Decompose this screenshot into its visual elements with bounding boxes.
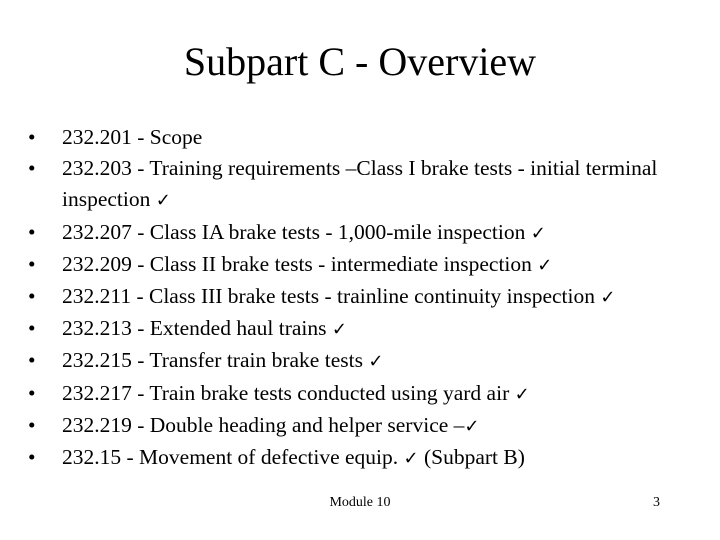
checkmark-icon: ✓ (155, 190, 171, 212)
list-item (28, 153, 708, 216)
item-text: 232.201 - Scope (62, 125, 203, 149)
footer-module-label: Module 10 (329, 495, 391, 510)
bullet-icon: • (28, 380, 36, 405)
item-text: 232.207 - Class IA brake tests - 1,000-mile inspection (62, 219, 531, 244)
item-text: 232.211 - Class III brake tests - trainline continuity inspection (62, 284, 601, 309)
list-item (28, 410, 708, 442)
checkmark-icon: ✓ (403, 448, 419, 470)
item-suffix: (Subpart B) (418, 445, 525, 470)
bullet-icon: • (28, 316, 36, 341)
slide-title: Subpart C - Overview (183, 39, 537, 84)
bullet-icon: • (28, 156, 36, 181)
bullet-icon: • (28, 219, 36, 244)
item-text: 232.217 - Train brake tests conducted using yard air (62, 380, 515, 405)
bullet-icon: • (28, 284, 36, 309)
list-item (28, 313, 708, 345)
footer-page-number: 3 (653, 495, 660, 510)
bullet-list (28, 122, 708, 474)
list-item (28, 281, 708, 313)
item-text: 232.213 - Extended haul trains (62, 316, 332, 341)
list-item (28, 345, 708, 377)
list-item (28, 378, 708, 410)
bullet-icon: • (28, 445, 36, 470)
list-item (28, 217, 708, 249)
bullet-icon: • (28, 348, 36, 373)
list-item (28, 442, 708, 474)
item-text: 232.15 - Movement of defective equip. (62, 445, 404, 470)
checkmark-icon: ✓ (600, 287, 616, 309)
list-item (28, 122, 708, 153)
checkmark-icon: ✓ (464, 415, 480, 437)
item-text: 232.209 - Class II brake tests - intermediate inspection (62, 251, 538, 276)
list-item (28, 249, 708, 281)
bullet-icon: • (28, 251, 36, 276)
checkmark-icon: ✓ (368, 351, 384, 373)
checkmark-icon: ✓ (331, 319, 347, 341)
item-text: 232.215 - Transfer train brake tests (62, 348, 369, 373)
item-text: 232.203 - Training requirements –Class I brake tests - initial terminal inspection (62, 156, 658, 212)
bullet-icon: • (28, 412, 36, 437)
checkmark-icon: ✓ (537, 254, 553, 276)
checkmark-icon: ✓ (514, 383, 530, 405)
item-text: 232.219 - Double heading and helper service – (62, 412, 465, 437)
bullet-icon: • (28, 125, 36, 149)
checkmark-icon: ✓ (530, 222, 546, 244)
